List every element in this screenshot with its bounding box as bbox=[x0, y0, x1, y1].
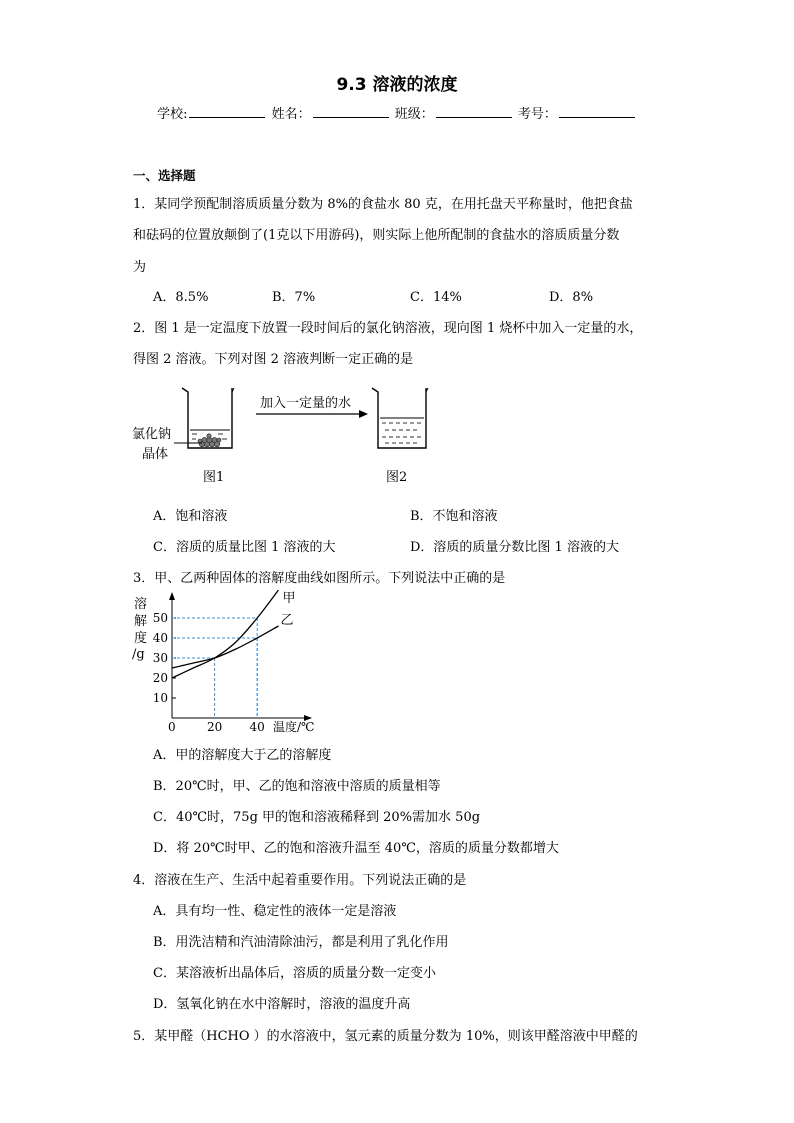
solubility-chart bbox=[128, 590, 340, 735]
section-heading: 一、选择题 bbox=[133, 168, 196, 183]
ylabel-char-1: 溶 bbox=[134, 597, 148, 612]
q2-option-a[interactable]: A．饱和溶液 bbox=[153, 509, 228, 524]
q4-option-c[interactable]: C．某溶液析出晶体后，溶质的质量分数一定变小 bbox=[153, 966, 436, 981]
page-title: 9.3 溶液的浓度 bbox=[336, 75, 458, 95]
arrow-head bbox=[359, 410, 368, 418]
beaker-1 bbox=[182, 388, 234, 448]
q2-beaker-figure bbox=[130, 380, 440, 490]
x-tick-label-40: 40 bbox=[249, 720, 265, 734]
q2-line1: 2．图 1 是一定温度下放置一段时间后的氯化钠溶液，现向图 1 烧杯中加入一定量的水， bbox=[133, 321, 643, 336]
origin-label: 0 bbox=[168, 720, 176, 734]
q1-option-b[interactable]: B．7% bbox=[272, 290, 316, 305]
crystal-label-2: 晶体 bbox=[142, 447, 169, 462]
ylabel-char-2: 解 bbox=[134, 614, 148, 629]
fig1-caption: 图1 bbox=[203, 470, 225, 485]
y-tick-label-20: 20 bbox=[152, 671, 168, 685]
q2-line2: 得图 2 溶液。下列对图 2 溶液判断一定正确的是 bbox=[133, 352, 414, 367]
q1-line2: 和砝码的位置放颠倒了(1克以下用游码)，则实际上他所配制的食盐水的溶质质量分数 bbox=[133, 228, 620, 243]
class-label: 班级： bbox=[394, 107, 434, 122]
series-label-jia: 甲 bbox=[282, 591, 296, 606]
q2-option-b[interactable]: B．不饱和溶液 bbox=[410, 509, 498, 524]
y-tick-label-50: 50 bbox=[152, 611, 168, 625]
q3-line1: 3．甲、乙两种固体的溶解度曲线如图所示。下列说法中正确的是 bbox=[133, 571, 506, 586]
crystal-label-1: 氯化钠 bbox=[132, 427, 172, 442]
fig2-caption: 图2 bbox=[386, 470, 408, 485]
school-label: 学校: bbox=[157, 107, 188, 122]
class-blank[interactable] bbox=[436, 105, 512, 118]
q4-option-b[interactable]: B．用洗洁精和汽油清除油污，都是利用了乳化作用 bbox=[153, 935, 449, 950]
y-tick-label-30: 30 bbox=[152, 651, 168, 665]
series-line-yi bbox=[172, 626, 279, 668]
q2-option-d[interactable]: D．溶质的质量分数比图 1 溶液的大 bbox=[410, 540, 619, 555]
salt-crystals bbox=[198, 434, 221, 447]
q2-option-c[interactable]: C．溶质的质量比图 1 溶液的大 bbox=[153, 540, 336, 555]
name-blank[interactable] bbox=[313, 105, 389, 118]
q4-option-a[interactable]: A．具有均一性、稳定性的液体一定是溶液 bbox=[153, 904, 397, 919]
q1-option-a[interactable]: A．8.5% bbox=[153, 290, 209, 305]
y-axis-arrow bbox=[169, 592, 175, 600]
x-tick-label-20: 20 bbox=[206, 720, 223, 734]
student-info-line bbox=[0, 103, 794, 122]
y-tick-label-40: 40 bbox=[152, 631, 168, 645]
number-blank[interactable] bbox=[559, 105, 635, 118]
number-label: 考号： bbox=[517, 107, 557, 122]
x-axis-label: 温度/℃ bbox=[273, 720, 315, 734]
q1-option-c[interactable]: C．14% bbox=[410, 290, 462, 305]
q4-line1: 4．溶液在生产、生活中起着重要作用。下列说法正确的是 bbox=[133, 873, 467, 888]
arrow-label: 加入一定量的水 bbox=[260, 396, 352, 411]
q3-option-b[interactable]: B．20℃时，甲、乙的饱和溶液中溶质的质量相等 bbox=[153, 779, 441, 794]
name-label: 姓名： bbox=[271, 107, 311, 122]
q3-option-a[interactable]: A．甲的溶解度大于乙的溶解度 bbox=[153, 748, 332, 763]
school-blank[interactable] bbox=[189, 105, 265, 118]
q5-line1: 5．某甲醛（HCHO ）的水溶液中，氢元素的质量分数为 10%，则该甲醛溶液中甲醛的 bbox=[133, 1029, 638, 1044]
q3-option-c[interactable]: C．40℃时，75g 甲的饱和溶液稀释到 20%需加水 50g bbox=[153, 810, 481, 825]
q1-line1: 1．某同学预配制溶质质量分数为 8%的食盐水 80 克，在用托盘天平称量时，他把食盐 bbox=[133, 197, 633, 212]
y-tick-label-10: 10 bbox=[152, 691, 168, 705]
q1-option-d[interactable]: D．8% bbox=[549, 290, 594, 305]
q4-option-d[interactable]: D．氢氧化钠在水中溶解时，溶液的温度升高 bbox=[153, 997, 411, 1012]
ylabel-char-4: /g bbox=[132, 647, 145, 662]
ylabel-char-3: 度 bbox=[134, 631, 148, 646]
q1-line3: 为 bbox=[133, 260, 147, 275]
q3-option-d[interactable]: D．将 20℃时甲、乙的饱和溶液升温至 40℃，溶质的质量分数都增大 bbox=[153, 841, 559, 856]
series-label-yi: 乙 bbox=[280, 613, 294, 628]
beaker-2 bbox=[372, 388, 428, 448]
